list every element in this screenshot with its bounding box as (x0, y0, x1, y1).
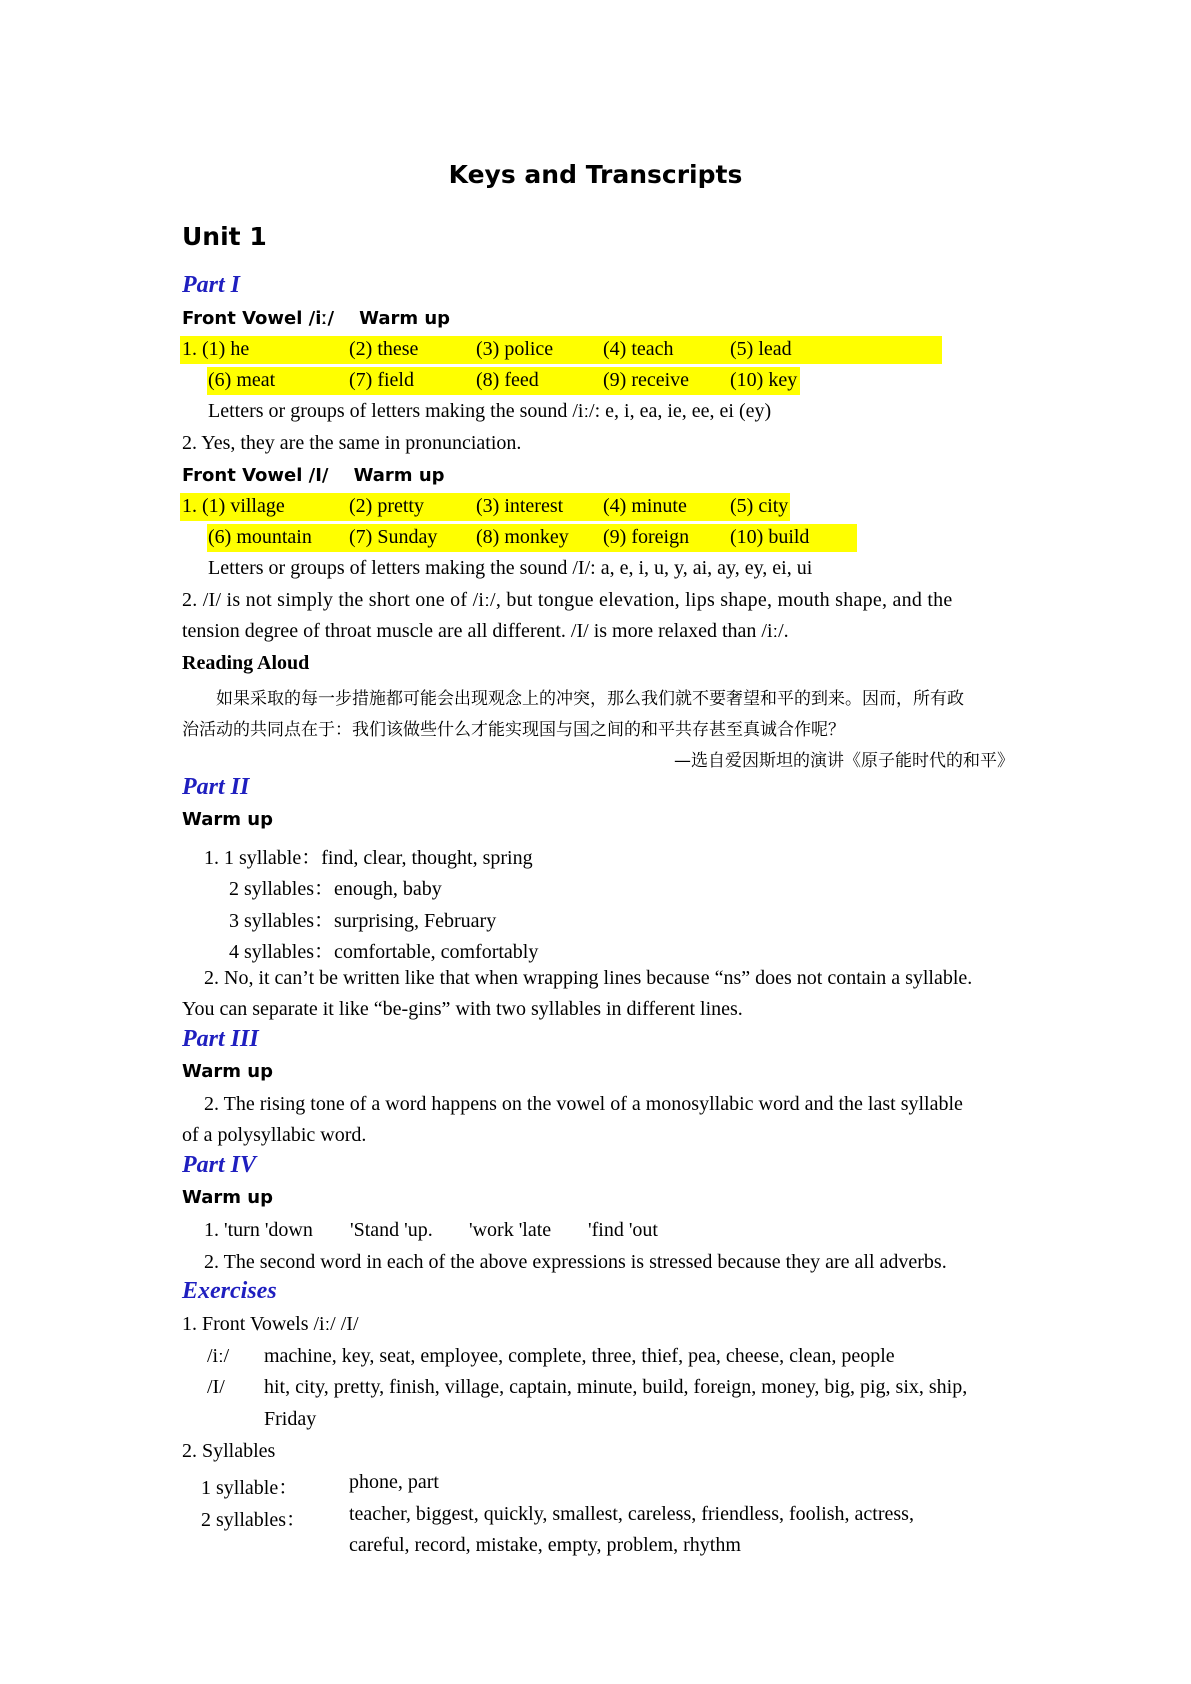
word-list: phone, part (349, 1471, 439, 1493)
answer-line: 1. 1 syllable：find, clear, thought, spring (204, 847, 533, 869)
answer-word: (10) build (730, 526, 810, 548)
answer-word: 1. (1) he (182, 338, 250, 360)
answer-word: (6) mountain (208, 526, 312, 548)
answer-word: (8) feed (476, 369, 539, 391)
reading-source: —选自爱因斯坦的演讲《原子能时代的和平》 (674, 751, 1014, 771)
reading-text-line: 治活动的共同点在于：我们该做些什么才能实现国与国之间的和平共存甚至真诚合作呢？ (182, 720, 845, 740)
part-2-heading: Part II (182, 774, 250, 800)
answer-word: (2) pretty (349, 495, 424, 517)
phoneme-label: /I/ (207, 1376, 225, 1398)
syllable-label: 2 syllables： (201, 1509, 306, 1531)
word-list: hit, city, pretty, finish, village, captain, minute, build, foreign, money, big, pig, six, ship, (264, 1376, 968, 1398)
answer-word: (10) key (730, 369, 798, 391)
phoneme-label: /iː/ (207, 1345, 230, 1367)
front-vowel-i-long-heading: Front Vowel /iː/ Warm up (182, 308, 451, 329)
syllable-label: 1 syllable： (201, 1477, 299, 1499)
reading-aloud-heading: Reading Aloud (182, 652, 310, 674)
answer-line: 2. The rising tone of a word happens on the vowel of a monosyllabic word and the last syllable (204, 1093, 963, 1115)
answer-line: 2. No, it can’t be written like that when wrapping lines because “ns” does not contain a syllable. (204, 967, 973, 989)
warm-up-heading: Warm up (182, 1061, 273, 1082)
answer-word: (9) foreign (603, 526, 690, 548)
exercise-line: 2. Syllables (182, 1440, 276, 1462)
answer-word: (4) minute (603, 495, 687, 517)
part-4-heading: Part IV (182, 1152, 257, 1178)
word-list: teacher, biggest, quickly, smallest, careless, friendless, foolish, actress, (349, 1503, 914, 1525)
answer-line: tension degree of throat muscle are all different. /I/ is more relaxed than /iː/. (182, 620, 789, 642)
answer-word: (9) receive (603, 369, 690, 391)
answer-word: 1. (1) village (182, 495, 285, 517)
exercise-line: 1. Front Vowels /iː/ /I/ (182, 1313, 359, 1335)
letters-line: Letters or groups of letters making the sound /iː/: e, i, ea, ie, ee, ei (ey) (208, 400, 772, 422)
part-3-heading: Part III (182, 1026, 259, 1052)
unit-title: Unit 1 (182, 222, 267, 251)
answer-word: (8) monkey (476, 526, 569, 548)
answer-word: (3) interest (476, 495, 564, 517)
letters-line: Letters or groups of letters making the sound /I/: a, e, i, u, y, ai, ay, ey, ei, ui (208, 557, 813, 579)
word-list: Friday (264, 1408, 317, 1430)
answer-word: (2) these (349, 338, 419, 360)
answer-line: 4 syllables：comfortable, comfortably (229, 941, 539, 963)
answer-word: (4) teach (603, 338, 674, 360)
warm-up-heading: Warm up (182, 809, 273, 830)
answer-item: 'find 'out (588, 1219, 658, 1241)
front-vowel-i-short-heading: Front Vowel /I/ Warm up (182, 465, 445, 486)
answer-word: (5) lead (730, 338, 792, 360)
highlight-band (180, 336, 942, 364)
answer-line: 2. Yes, they are the same in pronunciation. (182, 432, 522, 454)
answer-line: 2 syllables：enough, baby (229, 878, 442, 900)
answer-item: 1. 'turn 'down (204, 1219, 313, 1241)
answer-line: 2. The second word in each of the above expressions is stressed because they are all adverbs. (204, 1251, 947, 1273)
answer-line: 3 syllables：surprising, February (229, 910, 497, 932)
answer-line: You can separate it like “be-gins” with two syllables in different lines. (182, 998, 743, 1020)
answer-line: 2. /I/ is not simply the short one of /iː/, but tongue elevation, lips shape, mouth shape, and the (182, 589, 953, 611)
answer-word: (7) field (349, 369, 414, 391)
word-list: machine, key, seat, employee, complete, three, thief, pea, cheese, clean, people (264, 1345, 895, 1367)
answer-word: (3) police (476, 338, 554, 360)
answer-word: (7) Sunday (349, 526, 438, 548)
answer-word: (5) city (730, 495, 789, 517)
answer-item: 'work 'late (469, 1219, 552, 1241)
warm-up-heading: Warm up (182, 1187, 273, 1208)
answer-line: of a polysyllabic word. (182, 1124, 367, 1146)
exercises-heading: Exercises (182, 1278, 277, 1304)
answer-word: (6) meat (208, 369, 276, 391)
reading-text-line: 如果采取的每一步措施都可能会出现观念上的冲突，那么我们就不要奢望和平的到来。因而，所有政 (216, 689, 964, 709)
answer-item: 'Stand 'up. (350, 1219, 433, 1241)
document-title: Keys and Transcripts (448, 160, 743, 189)
word-list: careful, record, mistake, empty, problem, rhythm (349, 1534, 741, 1556)
part-1-heading: Part I (182, 272, 241, 298)
